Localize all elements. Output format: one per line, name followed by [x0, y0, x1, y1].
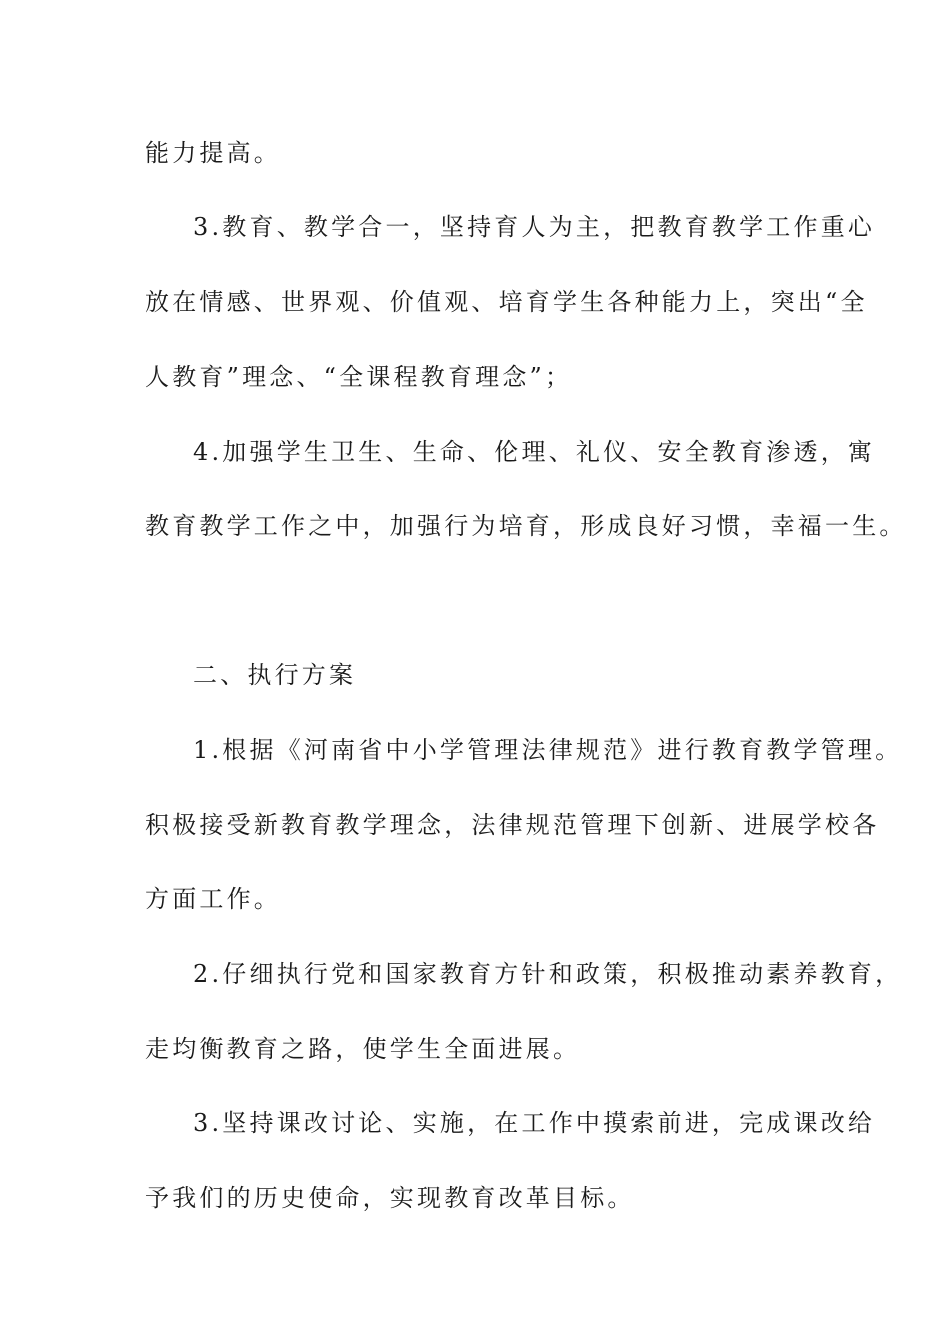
paragraph-line: 4.加强学生卫生、生命、伦理、礼仪、安全教育渗透，寓 [193, 438, 876, 466]
paragraph-line: 3.坚持课改讨论、实施，在工作中摸索前进，完成课改给 [193, 1109, 876, 1137]
paragraph-line: 放在情感、世界观、价值观、培育学生各种能力上，突出“全 [145, 288, 868, 316]
paragraph-line: 积极接受新教育教学理念，法律规范管理下创新、进展学校各 [145, 811, 880, 839]
paragraph-line: 2.仔细执行党和国家教育方针和政策，积极推动素养教育， [193, 960, 903, 988]
paragraph-line: 予我们的历史使命，实现教育改革目标。 [145, 1184, 635, 1212]
paragraph-line: 方面工作。 [145, 885, 281, 913]
paragraph-line: 1.根据《河南省中小学管理法律规范》进行教育教学管理。 [193, 736, 903, 764]
paragraph-line: 3.教育、教学合一，坚持育人为主，把教育教学工作重心 [193, 213, 876, 241]
section-heading: 二、执行方案 [193, 661, 357, 689]
paragraph-line: 教育教学工作之中，加强行为培育，形成良好习惯，幸福一生。 [145, 512, 907, 540]
paragraph-line: 走均衡教育之路，使学生全面进展。 [145, 1035, 581, 1063]
paragraph-line: 人教育”理念、“全课程教育理念”； [145, 363, 573, 391]
paragraph-line: 能力提高。 [145, 139, 281, 167]
